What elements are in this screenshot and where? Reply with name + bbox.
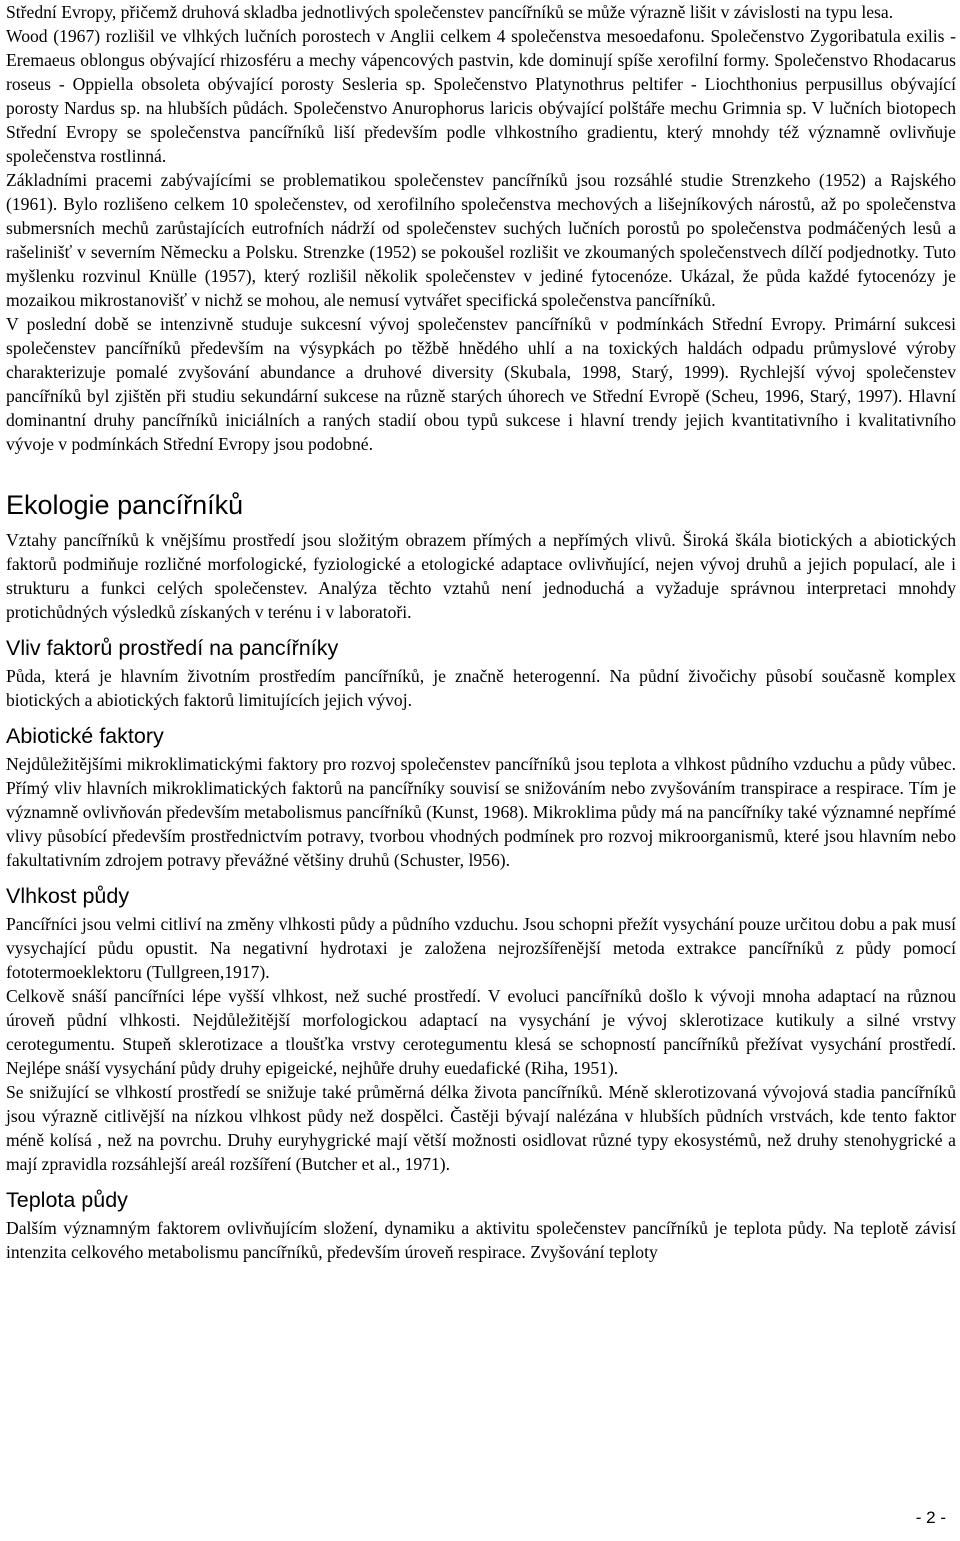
paragraph-vlhkost-2: Celkově snáší pancířníci lépe vyšší vlhkost, než suché prostředí. V evoluci pancířníků došlo k vývoji mnoha adaptací na různou úroveň půdní vlhkosti. Nejdůležitější morfologickou adaptací na vysychání je vývoj sklerotizace kutikuly a silné vrstvy cerotegumentu. Stupeň sklerotizace a tloušťka vrstvy cerotegumentu klesá se schopností pancířníků přežívat vysychání prostředí. Nejlépe snáší vysychání půdy druhy epigeické, nejhůře druhy euedafické (Riha, 1951).: [6, 986, 956, 1078]
heading-vliv: Vliv faktorů prostředí na pancířníky: [6, 636, 339, 660]
document-page: [6, 0, 956, 1264]
paragraph-intro-1: Střední Evropy, přičemž druhová skladba jednotlivých společenstev pancířníků se může výrazně lišit v závislosti na typu lesa.: [6, 2, 894, 22]
paragraph-abioticke: Nejdůležitějšími mikroklimatickými faktory pro rozvoj společenstev pancířníků jsou teplota a vlhkost půdního vzduchu a půdy vůbec. Přímý vliv hlavních mikroklimatických faktorů na pancířníky souvisí se snižováním nebo zvyšováním transpirace a respirace. Tím je významně ovlivňován především metabolismus pancířníků (Kunst, 1968). Mikroklima půdy má na pancířníky také významné nepřímé vlivy působící především prostřednictvím potravy, tvorbou vhodných podmínek pro rozvoj mikroorganismů, které jsou hlavním nebo fakultativním zdrojem potravy převážné většiny druhů (Schuster, l956).: [6, 754, 956, 870]
paragraph-teplota: Dalším významným faktorem ovlivňujícím složení, dynamiku a aktivitu společenstev pancířníků je teplota půdy. Na teplotě závisí intenzita celkového metabolismu pancířníků, především úroveň respirace. Zvyšování teploty: [6, 1218, 956, 1262]
paragraph-vlhkost-1: Pancířníci jsou velmi citliví na změny vlhkosti půdy a půdního vzduchu. Jsou schopni přežít vysychání pouze určitou dobu a pak musí vysychající půdu opustit. Na negativní hydrotaxi je založena nejrozšířenější metoda extrakce pancířníků z půdy pomocí fototermoeklektoru (Tullgreen,1917).: [6, 914, 956, 982]
heading-vlhkost: Vlhkost půdy: [6, 884, 130, 908]
paragraph-vliv: Půda, která je hlavním životním prostředím pancířníků, je značně heterogenní. Na půdní živočichy působí současně komplex biotických a abiotických faktorů limitujících jejich vývoj.: [6, 666, 956, 710]
paragraph-ekologie: Vztahy pancířníků k vnějšímu prostředí jsou složitým obrazem přímých a nepřímých vlivů. Široká škála biotických a abiotických faktorů podmiňuje rozličné morfologické, fyziologické a etologické adaptace ovlivňující, nejen vývoj druhů a jejich populací, ale i strukturu a funkci celých společenstev. Analýza těchto vztahů není jednoduchá a vyžaduje správnou interpretaci mnohdy protichůdných výsledků získaných v terénu i v laboratoři.: [6, 530, 956, 622]
paragraph-vlhkost-3: Se snižující se vlhkostí prostředí se snižuje také průměrná délka života pancířníků. Méně sklerotizovaná vývojová stadia pancířníků jsou výrazně citlivější na nízkou vlhkost půdy než dospělci. Častěji bývají nalézána v hlubších půdních vrstvách, kde tento faktor méně kolísá , než na povrchu. Druhy euryhygrické mají větší možnosti osidlovat různé typy ekosystémů, než druhy stenohygrické a mají zpravidla rozsáhlejší areál rozšíření (Butcher et al., 1971).: [6, 1082, 956, 1174]
paragraph-intro-4: V poslední době se intenzivně studuje sukcesní vývoj společenstev pancířníků v podmínkách Střední Evropy. Primární sukcesi společenstev pancířníků především na výsypkách po těžbě hnědého uhlí a na toxických haldách odpadu průmyslové výroby charakterizuje pomalé zvyšování abundance a druhové diversity (Skubala, 1998, Starý, 1999). Rychlejší vývoj společenstev pancířníků byl zjištěn při studiu sekundární sukcese na různě starých úhorech ve Střední Evropě (Scheu, 1996, Starý, 1997). Hlavní dominantní druhy pancířníků iniciálních a raných stadií obou typů sukcese i hlavní trendy jejich kvantitativního i kvalitativního vývoje v podmínkách Střední Evropy jsou podobné.: [6, 314, 956, 454]
page-number: - 2 -: [915, 1508, 946, 1527]
paragraph-intro-2: Wood (1967) rozlišil ve vlhkých lučních porostech v Anglii celkem 4 společenstva mesoedafonu. Společenstvo Zygoribatula exilis - Eremaeus oblongus obývající rhizosféru a mechy vápencových pastvin, kde dominují spíše xerofilní formy. Společenstvo Rhodacarus roseus - Oppiella obsoleta obývající porosty Sesleria sp. Společenstvo Platynothrus peltifer - Liochthonius perpusillus obývající porosty Nardus sp. na hlubších půdách. Společenstvo Anurophorus laricis obývající polštáře mechu Grimnia sp. V lučních biotopech Střední Evropy se společenstva pancířníků liší především podle vlhkostního gradientu, který mnohdy též významně ovlivňuje společenstva rostlinná.: [6, 26, 956, 166]
heading-teplota: Teplota půdy: [6, 1188, 128, 1212]
heading-abioticke: Abiotické faktory: [6, 724, 164, 748]
heading-ekologie: Ekologie pancířníků: [6, 490, 244, 520]
paragraph-intro-3: Základními pracemi zabývajícími se problematikou společenstev pancířníků jsou rozsáhlé studie Strenzkeho (1952) a Rajského (1961). Bylo rozlišeno celkem 10 společenstev, od xerofilního společenstva mechových a lišejníkových nárostů, až po společenstva submersních mechů zarůstajících eutrofních nádrží od společenstev suchých lučních porostů po společenstva podmáčených lesů a rašelinišť v severním Německu a Polsku. Strenzke (1952) se pokoušel rozlišit ve zkoumaných společenstvech dílčí podjednotky. Tuto myšlenku rozvinul Knülle (1957), který rozlišil několik společenstev v jediné fytocenóze. Ukázal, že půda každé fytocenózy je mozaikou mikrostanovišť v nichž se mohou, ale nemusí vytvářet specifická společenstva pancířníků.: [6, 170, 956, 310]
